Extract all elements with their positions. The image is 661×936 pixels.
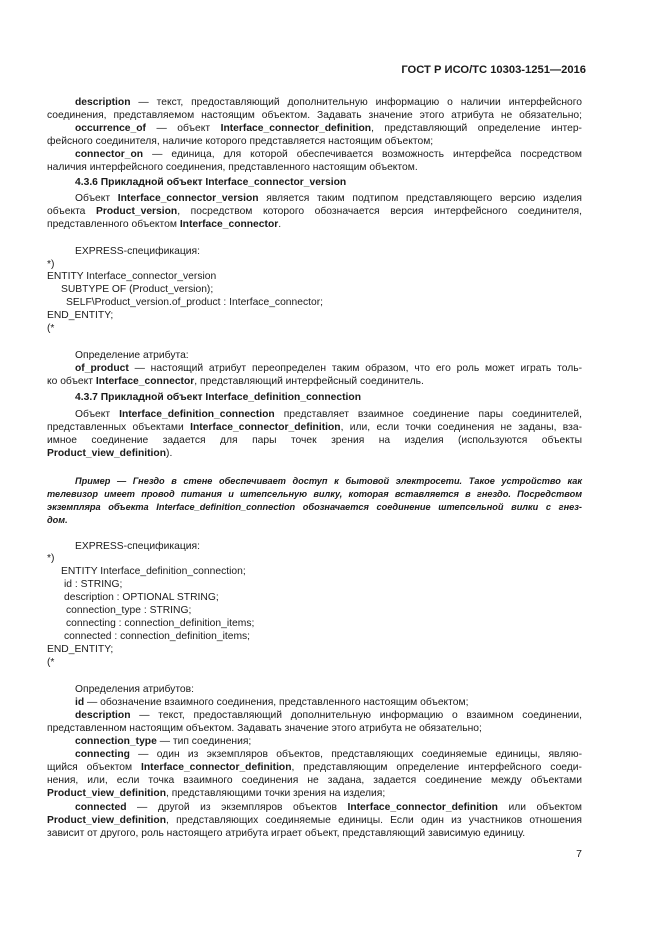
text-line xyxy=(47,762,582,774)
bold-term: Interface_connector_version xyxy=(117,193,259,204)
text-span: зависит от другого, роль настоящего атрибута играет объект, представляющий зависимую единицу. xyxy=(47,828,526,839)
text-span: является таким подтипом представляющего версию изделия xyxy=(258,193,582,204)
text-line xyxy=(75,392,361,404)
text-line xyxy=(64,579,122,591)
text-line xyxy=(47,422,582,434)
text-line xyxy=(61,566,246,578)
text-line xyxy=(47,376,424,388)
text-line xyxy=(47,775,582,787)
bold-term: 4.3.6 Прикладной объект Interface_connector_version xyxy=(75,177,347,188)
text-line xyxy=(75,541,200,553)
text-span: , представляющий определение интер- xyxy=(371,123,582,134)
text-span: Определения атрибутов: xyxy=(75,684,194,695)
text-line xyxy=(75,710,582,722)
document-header: ГОСТ Р ИСО/ТС 10303-1251—2016 xyxy=(401,64,586,76)
text-line xyxy=(64,592,219,604)
text-line xyxy=(75,475,582,487)
text-line xyxy=(75,193,582,205)
text-span: ко объект xyxy=(47,376,96,387)
text-line xyxy=(47,259,54,271)
bold-term: Interface_connector_definition xyxy=(347,802,498,813)
text-span: (* xyxy=(47,323,55,334)
text-span: , представляющий интерфейсный соединитель. xyxy=(194,376,424,387)
text-span: фейсного соединителя, наличие которого представляется настоящим объектом; xyxy=(47,136,434,147)
text-line xyxy=(66,618,254,630)
text-line xyxy=(66,605,191,617)
text-span: — тип соединения; xyxy=(156,736,252,747)
bold-term: Interface_connector_definition xyxy=(220,123,372,134)
text-line xyxy=(75,149,582,161)
text-span: объекта xyxy=(47,206,96,217)
text-line xyxy=(47,501,582,513)
text-span: description : OPTIONAL STRING; xyxy=(64,592,219,603)
text-line xyxy=(47,657,54,669)
text-span: END_ENTITY; xyxy=(47,310,114,321)
text-span: — текст, предоставляющий дополнительную информацию о взаимном соединении, xyxy=(130,710,582,721)
text-span: экземпляра объекта Interface_definition_connection обозначается соединение штепсельной вилки с гнез- xyxy=(47,502,582,512)
text-span: представленном настоящим объектом. Задавать значение этого атрибута не обязательно; xyxy=(47,723,482,734)
text-span: представленных объектами xyxy=(47,422,191,433)
text-span: дом. xyxy=(47,515,68,525)
text-span: — единица, для которой обеспечивается возможность интерфейса посредством xyxy=(143,149,582,160)
text-line xyxy=(47,310,113,322)
text-span: — настоящий атрибут переопределен таким образом, что его роль может играть толь- xyxy=(128,363,582,374)
text-span: EXPRESS-спецификация: xyxy=(75,541,200,552)
text-line xyxy=(64,631,250,643)
text-line xyxy=(47,271,216,283)
bold-term: connected xyxy=(75,802,127,813)
text-line xyxy=(61,284,213,296)
text-line xyxy=(47,162,418,174)
bold-term: connecting xyxy=(75,749,130,760)
bold-term: Interface_connector_definition xyxy=(190,422,341,433)
text-span: *) xyxy=(47,553,55,564)
text-line xyxy=(75,97,582,109)
bold-term: Interface_connector xyxy=(179,219,279,230)
text-span: Объект xyxy=(75,409,120,420)
bold-term: of_product xyxy=(75,363,129,374)
text-line xyxy=(47,514,68,526)
text-span: ). xyxy=(166,448,173,459)
bold-term: id xyxy=(75,697,85,708)
bold-term: Product_view_definition xyxy=(47,815,167,826)
text-line xyxy=(47,323,54,335)
text-line xyxy=(75,177,346,189)
text-line xyxy=(47,553,54,565)
text-span: — текст, предоставляющий дополнительную информацию о наличии интерфейсного xyxy=(130,97,582,108)
text-line xyxy=(75,123,582,135)
text-line xyxy=(47,448,172,460)
text-line xyxy=(47,723,482,735)
text-span: — другой из экземпляров объектов xyxy=(126,802,348,813)
text-span: — объект xyxy=(145,123,221,134)
text-span: — обозначение взаимного соединения, представленного настоящим объектом; xyxy=(84,697,469,708)
text-span: Пример — Гнездо в стене обеспечивает доступ к бытовой электросети. Такое устройство как xyxy=(75,476,582,486)
text-span: , представляющими точки зрения на изделия; xyxy=(166,788,386,799)
text-span: ENTITY Interface_connector_version xyxy=(47,271,217,282)
text-span: Объект xyxy=(75,193,118,204)
text-span: id : STRING; xyxy=(64,579,123,590)
text-line xyxy=(47,136,433,148)
bold-term: Product_view_definition xyxy=(47,788,167,799)
text-line xyxy=(75,350,189,362)
text-line xyxy=(75,684,194,696)
text-span: EXPRESS-спецификация: xyxy=(75,246,200,257)
bold-term: 4.3.7 Прикладной объект Interface_definition_connection xyxy=(75,392,361,403)
text-span: представляет взаимное соединение пары соединителей, xyxy=(274,409,582,420)
text-line xyxy=(47,644,113,656)
text-span: , или, если точки соединения не заданы, вза- xyxy=(340,422,583,433)
text-span: connecting : connection_definition_items; xyxy=(66,618,255,629)
text-span: SELF\Product_version.of_product : Interface_connector; xyxy=(66,297,323,308)
text-span: представленного объектом xyxy=(47,219,180,230)
text-span: *) xyxy=(47,259,55,270)
text-span: , представляющих соединяемые единицы. Если один из участников отношения xyxy=(166,815,582,826)
text-span: — один из экземпляров объектов, представляющих соединяемые единицы, являю- xyxy=(129,749,582,760)
text-line xyxy=(75,409,582,421)
text-line xyxy=(75,802,582,814)
text-span: connected : connection_definition_items; xyxy=(64,631,251,642)
text-span: нения, или, если точка взаимного соединения не задана, задается соединение между объектами xyxy=(47,775,582,786)
text-line xyxy=(75,246,200,258)
bold-term: occurrence_of xyxy=(75,123,146,134)
bold-term: description xyxy=(75,97,131,108)
text-line xyxy=(47,110,582,122)
text-line xyxy=(47,219,281,231)
text-line xyxy=(47,206,582,218)
text-span: имное соединение задается для пары точек зрения на изделия (используются объекты xyxy=(47,435,582,446)
page-number: 7 xyxy=(576,848,582,860)
bold-term: Interface_connector xyxy=(95,376,195,387)
bold-term: connection_type xyxy=(75,736,157,747)
text-span: или объектом xyxy=(497,802,582,813)
bold-term: description xyxy=(75,710,131,721)
text-line xyxy=(66,297,323,309)
text-span: наличия интерфейсного соединения, представленного настоящим объектом. xyxy=(47,162,418,173)
text-line xyxy=(47,815,582,827)
text-span: . xyxy=(278,219,282,230)
text-span: Определение атрибута: xyxy=(75,350,189,361)
text-span: соединения, представляемом настоящим объектом. Задавать значение этого атрибута не обязательно; xyxy=(47,110,582,121)
bold-term: Interface_connector_definition xyxy=(141,762,292,773)
text-line xyxy=(75,749,582,761)
text-span: телевизор имеет провод питания и штепсельную вилку, которая вставляется в гнездо. Посредством xyxy=(47,489,582,499)
text-line xyxy=(75,697,468,709)
text-line xyxy=(75,736,251,748)
text-span: (* xyxy=(47,657,55,668)
bold-term: Product_version xyxy=(95,206,178,217)
bold-term: Product_view_definition xyxy=(47,448,167,459)
text-line xyxy=(47,488,582,500)
text-line xyxy=(47,828,525,840)
bold-term: Interface_definition_connection xyxy=(119,409,275,420)
bold-term: connector_on xyxy=(75,149,144,160)
text-span: , представляющим определение интерфейсного соеди- xyxy=(291,762,582,773)
text-line xyxy=(47,788,385,800)
text-span: SUBTYPE OF (Product_version); xyxy=(61,284,214,295)
text-line xyxy=(75,363,582,375)
text-span: , посредством которого обозначается версия интерфейсного соединителя, xyxy=(177,206,582,217)
text-line xyxy=(47,435,582,447)
text-span: щийся объектом xyxy=(47,762,142,773)
text-span: END_ENTITY; xyxy=(47,644,114,655)
text-span: connection_type : STRING; xyxy=(66,605,192,616)
text-span: ENTITY Interface_definition_connection; xyxy=(61,566,246,577)
